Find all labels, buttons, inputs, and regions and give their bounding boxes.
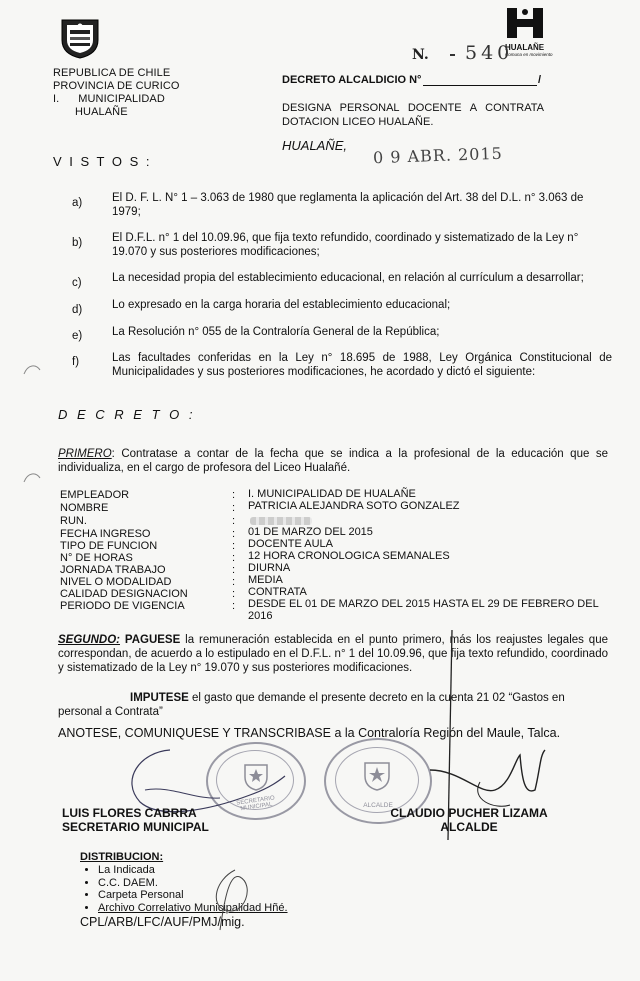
field-colon: : [232,502,236,514]
margin-mark [22,470,42,486]
imputese-text: el gasto que demande el presente decreto en la cuenta 21 02 “Gastos en personal a Contrata” [58,692,565,718]
margin-mark [22,362,42,378]
decree-slash: / [538,74,542,86]
secretary-title-text: SECRETARIO MUNICIPAL [62,820,209,834]
vistos-item-label: a) [72,197,83,209]
logo-subtext: Comuna en movimiento [505,52,553,57]
field-colon: : [232,588,236,600]
distribution-item: • Archivo Correlativo Municipalidad Hñé. [98,902,340,915]
distribution-title: DISTRIBUCION: [80,851,164,863]
decree-label-text: DECRETO ALCALDICIO N° [282,74,422,86]
stamp-text: ALCALDE [363,802,393,809]
mayor-name-text: CLAUDIO PUCHER LIZAMA [390,806,548,820]
vistos-item-label: d) [72,304,83,316]
vistos-item-label: b) [72,237,83,249]
field-key: FECHA INGRESO [60,528,151,540]
field-value: 12 HORA CRONOLOGICA SEMANALES [248,550,450,562]
field-colon: : [232,540,236,552]
vistos-item-text: La Resolución n° 055 de la Contraloría General de la República; [112,326,440,338]
vistos-title: V I S T O S : [53,154,152,169]
distribution-item: • C.C. DAEM. [98,877,340,890]
field-colon: : [232,552,236,564]
field-key: JORNADA TRABAJO [60,564,166,576]
field-key: EMPLEADOR [60,489,130,501]
field-key: N° DE HORAS [60,552,133,564]
vistos-item-text: Lo expresado en la carga horaria del establecimiento educacional; [112,299,451,311]
vistos-item-label: e) [72,330,83,342]
vistos-item-text: El D. F. L. N° 1 – 3.063 de 1980 que reglamenta la aplicación del Art. 38 del D.L. n° 3.063 de 1979; [112,192,584,218]
field-colon: : [232,489,236,501]
primero-paragraph [58,447,608,475]
field-key: NOMBRE [60,502,109,514]
stamp-text: SECRETARIO MUNICIPAL [236,795,276,813]
date-stamp: 0 9 ABR. 2015 [372,143,504,168]
decreto-title: D E C R E T O : [58,407,196,422]
decree-number-line [423,85,537,86]
field-key: TIPO DE FUNCION [60,540,158,552]
vistos-item-label: c) [72,277,82,289]
field-value: PATRICIA ALEJANDRA SOTO GONZALEZ [248,500,460,512]
field-value: DESDE EL 01 DE MARZO DEL 2015 HASTA EL 29 DE FEBRERO DEL 2016 [248,598,599,622]
field-key: CALIDAD DESIGNACION [60,588,188,600]
run-redacted [250,517,312,525]
field-colon: : [232,528,236,540]
segundo-label: SEGUNDO: [58,634,120,646]
logo-h-icon [505,6,545,40]
field-value: DIURNA [248,562,291,574]
issuer-line: REPUBLICA DE CHILE [53,67,171,79]
field-key: PERIODO DE VIGENCIA [60,600,185,612]
decree-subject: DESIGNA PERSONAL DOCENTE A CONTRATA DOTACION LICEO HUALAÑE. [282,102,544,128]
decree-number-prefix: N. [412,47,429,63]
secretary-name [62,806,209,834]
mayor-name [384,806,554,834]
field-value: MEDIA [248,574,283,586]
vistos-item-text: La necesidad propia del establecimiento educacional, en relación al currículum a desarrollar; [112,272,584,284]
stamp-shield-icon [362,760,392,792]
issuer-block [53,67,253,119]
decree-label [282,74,421,86]
anotese-line: ANOTESE, COMUNIQUESE Y TRANSCRIBASE a la Contraloría Región del Maule, Talca. [58,726,561,740]
initials-scribble [195,865,275,935]
field-value: DOCENTE AULA [248,538,333,550]
primero-label: PRIMERO [58,448,112,460]
field-value: I. MUNICIPALIDAD DE HUALAÑE [248,488,416,500]
vistos-item-label: f) [72,356,80,368]
logo-text: HUALAÑE [505,43,545,52]
decree-number: 540 [465,42,514,64]
distribution-item: • Carpeta Personal [98,889,340,902]
mayor-title-text: ALCALDE [440,820,498,834]
field-colon: : [232,600,236,612]
issuer-line: I. MUNICIPALIDAD [53,93,165,105]
primero-text: : Contratase a contar de la fecha que se indica a la profesional de la educación que se individualiza, en el cargo de profesora del Liceo Hualañé. [58,448,608,474]
number-dash [450,54,455,56]
place-label: HUALAÑE, [282,138,348,153]
secretary-name-text: LUIS FLORES CABRRA [62,806,197,820]
field-key: NIVEL O MODALIDAD [60,576,172,588]
field-key: RUN. [60,515,87,527]
segundo-text: la remuneración establecida en el punto primero, más los reajustes legales que correspondan, de acuerdo a lo estipulado en el D.F.L. n° 1 del 10.09.96, que fija texto refundido, coordinado y sistematizado de la Ley n° 19.070 y sus posteriores modificaciones. [58,634,608,674]
field-colon: : [232,564,236,576]
field-value: 01 DE MARZO DEL 2015 [248,526,373,538]
municipal-crest [58,16,102,60]
distribution-item: • La Indicada [98,864,340,877]
field-colon: : [232,576,236,588]
issuer-line: HUALAÑE [75,106,128,118]
field-colon: : [232,515,236,527]
vistos-item-text: El D.F.L. n° 1 del 10.09.96, que fija texto refundido, coordinado y sistematizado de la Ley n° 19.070 y sus posteriores modificaciones; [112,232,579,258]
typist-initials: CPL/ARB/LFC/AUF/PMJ/mig. [80,915,245,929]
issuer-line: PROVINCIA DE CURICO [53,80,180,92]
segundo-bold: PAGUESE [124,634,181,646]
vistos-item-text: Las facultades conferidas en la Ley n° 18.695 de 1988, Ley Orgánica Constitucional de Municipalidades y sus posteriores modificaciones, he acordado y dictó el siguiente: [112,352,612,378]
imputese-bold: IMPUTESE [130,692,189,704]
field-value: CONTRATA [248,586,307,598]
